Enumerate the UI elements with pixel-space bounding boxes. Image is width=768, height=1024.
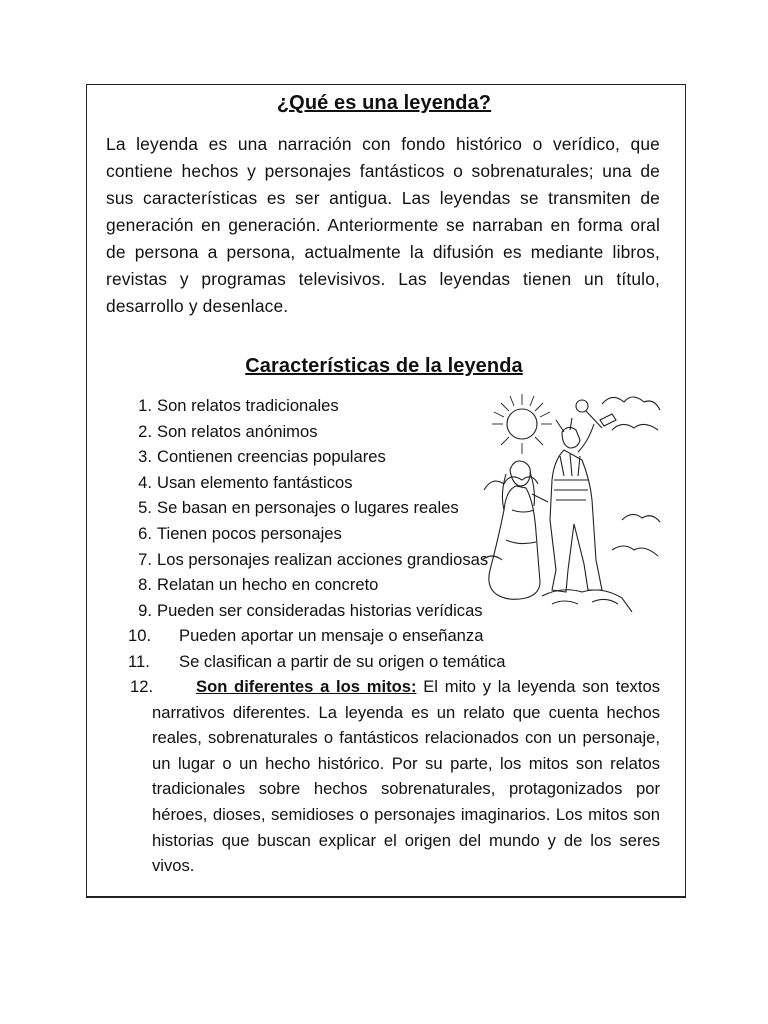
- legend-couple-illustration-icon: [482, 390, 662, 612]
- list-item: 11. Se clasifican a partir de su origen o temática: [128, 651, 506, 671]
- list-item: 2. Son relatos anónimos: [138, 421, 318, 441]
- list-item: 1. Son relatos tradicionales: [138, 396, 339, 415]
- section-title: Características de la leyenda: [245, 355, 523, 377]
- intro-paragraph: La leyenda es una narración con fondo histórico o verídico, que contiene hechos y personajes fantásticos o sobrenaturales; una de sus características es ser antigua. Las leyendas se transmiten de generación en generación. Anteriormente se narraban en forma oral de persona a persona, actualmente la difusión es mediante libros, revistas y programas televisivos. Las leyendas tienen un título, desarrollo y desenlace.: [106, 134, 660, 316]
- list-item-12: [130, 674, 660, 879]
- list-item: 5. Se basan en personajes o lugares reales: [138, 498, 459, 518]
- list-item-number: 12.: [130, 677, 154, 696]
- page-title: ¿Qué es una leyenda?: [276, 92, 492, 114]
- list-item: 4. Usan elemento fantásticos: [138, 472, 353, 492]
- list-item: 3. Contienen creencias populares: [138, 447, 386, 467]
- list-item: 9. Pueden ser consideradas historias verídicas: [138, 600, 483, 620]
- list-item: 7. Los personajes realizan acciones grandiosas: [138, 549, 489, 569]
- list-item-lead: Son diferentes a los mitos:: [196, 677, 417, 696]
- list-item: 6. Tienen pocos personajes: [138, 523, 342, 543]
- list-item: 10. Pueden aportar un mensaje o enseñanza: [128, 626, 484, 646]
- list-item-text: El mito y la leyenda son textos narrativos diferentes. La leyenda es un relato que cuenta hechos reales, sobrenaturales o fantásticos relacionados con un personaje, un lugar o un hecho histórico. Por su parte, los mitos son relatos tradicionales sobre hechos sobrenaturales, protagonizados por héroes, dioses, semidioses o personajes imaginarios. Los mitos son historias que buscan explicar el origen del mundo y de los seres vivos.: [152, 677, 660, 876]
- list-item: 8. Relatan un hecho en concreto: [138, 575, 379, 595]
